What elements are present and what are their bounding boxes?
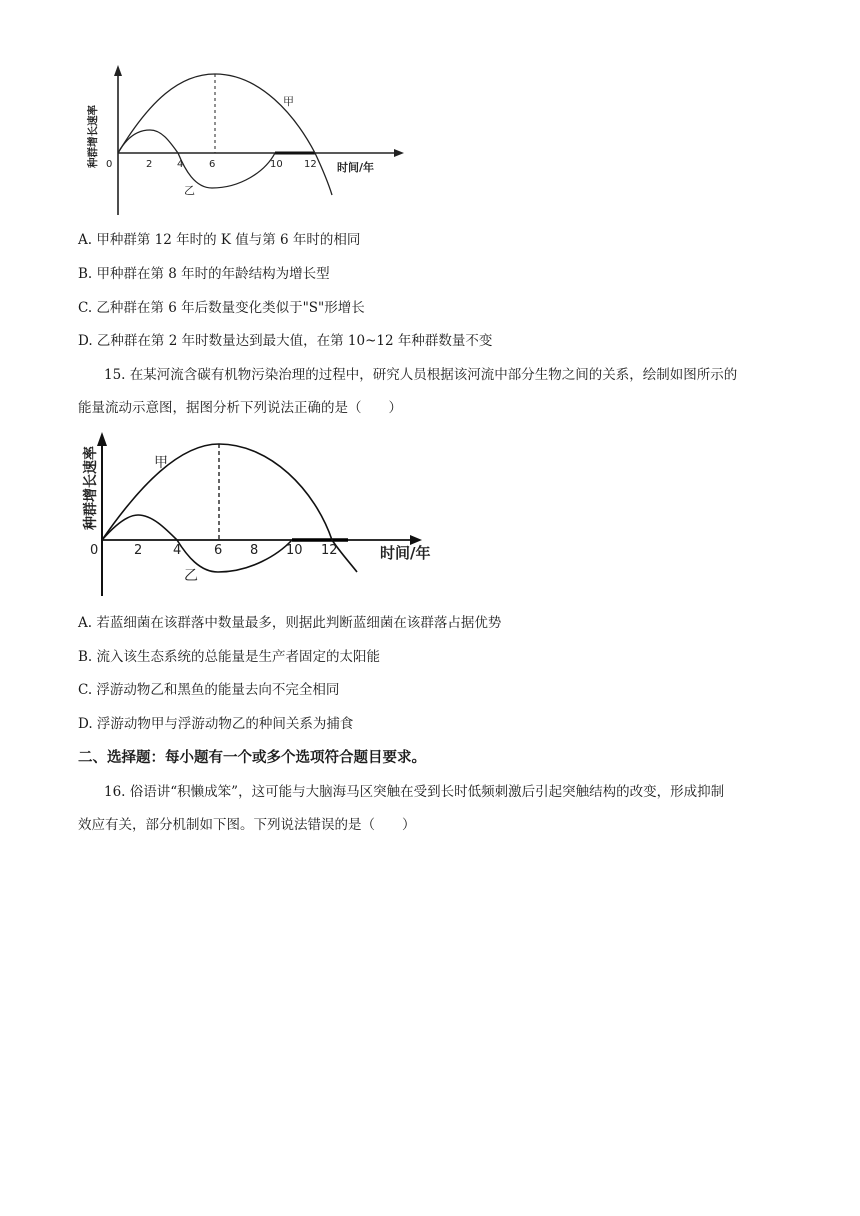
q15-stem-line-2: 能量流动示意图，据图分析下列说法正确的是（ ） xyxy=(78,400,402,416)
series-jia-curve xyxy=(118,74,332,195)
series-yi-curve xyxy=(118,130,275,188)
q15-option-a: A. 若蓝细菌在该群落中数量最多，则据此判断蓝细菌在该群落占据优势 xyxy=(78,615,502,631)
series-yi-label: 乙 xyxy=(184,568,198,584)
x-axis-label: 时间/年 xyxy=(337,161,375,174)
x-tick-0: 0 xyxy=(106,159,113,170)
x-tick-12: 12 xyxy=(321,543,338,558)
q14-option-b: B. 甲种群在第 8 年时的年龄结构为增长型 xyxy=(78,266,330,282)
q16-stem-line-2: 效应有关，部分机制如下图。下列说法错误的是（ ） xyxy=(78,817,416,833)
y-axis-label: 种群增长速率 xyxy=(83,446,99,530)
section-2-heading: 二、选择题：每小题有一个或多个选项符合题目要求。 xyxy=(78,749,426,766)
q16-stem-line-1: 16. 俗语讲“积懒成笨”，这可能与大脑海马区突触在受到长时低频刺激后引起突触结构的改变，形成抑制 xyxy=(104,784,725,800)
q15-option-b: B. 流入该生态系统的总能量是生产者固定的太阳能 xyxy=(78,649,381,665)
q14-option-c: C. 乙种群在第 6 年后数量变化类似于"S"形增长 xyxy=(78,300,365,316)
q15-stem-line-1: 15. 在某河流含碳有机物污染治理的过程中，研究人员根据该河流中部分生物之间的关系，绘制如图所示的 xyxy=(104,367,738,383)
x-tick-2: 2 xyxy=(134,543,143,558)
q15-option-c: C. 浮游动物乙和黑鱼的能量去向不完全相同 xyxy=(78,682,340,698)
q14-option-d: D. 乙种群在第 2 年时数量达到最大值，在第 10~12 年种群数量不变 xyxy=(78,333,493,349)
x-tick-4: 4 xyxy=(173,543,182,558)
x-tick-2: 2 xyxy=(146,159,153,170)
series-jia-label: 甲 xyxy=(154,455,168,471)
growth-rate-chart-2 xyxy=(80,430,450,600)
x-axis-label: 时间/年 xyxy=(380,544,431,562)
q15-option-d: D. 浮游动物甲与浮游动物乙的种间关系为捕食 xyxy=(78,716,354,732)
growth-rate-chart-1 xyxy=(70,60,420,220)
series-yi-label: 乙 xyxy=(184,184,195,197)
series-jia-label: 甲 xyxy=(283,95,294,108)
series-yi-curve xyxy=(102,515,292,572)
growth-rate-figure-2 xyxy=(80,430,450,600)
x-tick-0: 0 xyxy=(90,543,99,558)
y-axis-label: 种群增长速率 xyxy=(87,105,99,168)
x-tick-6: 6 xyxy=(214,543,223,558)
x-tick-10: 10 xyxy=(286,543,303,558)
x-tick-12: 12 xyxy=(304,159,317,170)
x-tick-10: 10 xyxy=(270,159,283,170)
x-tick-6: 6 xyxy=(209,159,216,170)
y-axis-arrow xyxy=(114,65,122,76)
x-tick-8: 8 xyxy=(250,543,259,558)
growth-rate-figure-1 xyxy=(70,60,420,220)
x-axis-arrow xyxy=(394,149,404,157)
y-axis-arrow xyxy=(97,432,107,446)
q14-option-a: A. 甲种群第 12 年时的 K 值与第 6 年时的相同 xyxy=(78,232,361,248)
x-tick-4: 4 xyxy=(177,159,184,170)
